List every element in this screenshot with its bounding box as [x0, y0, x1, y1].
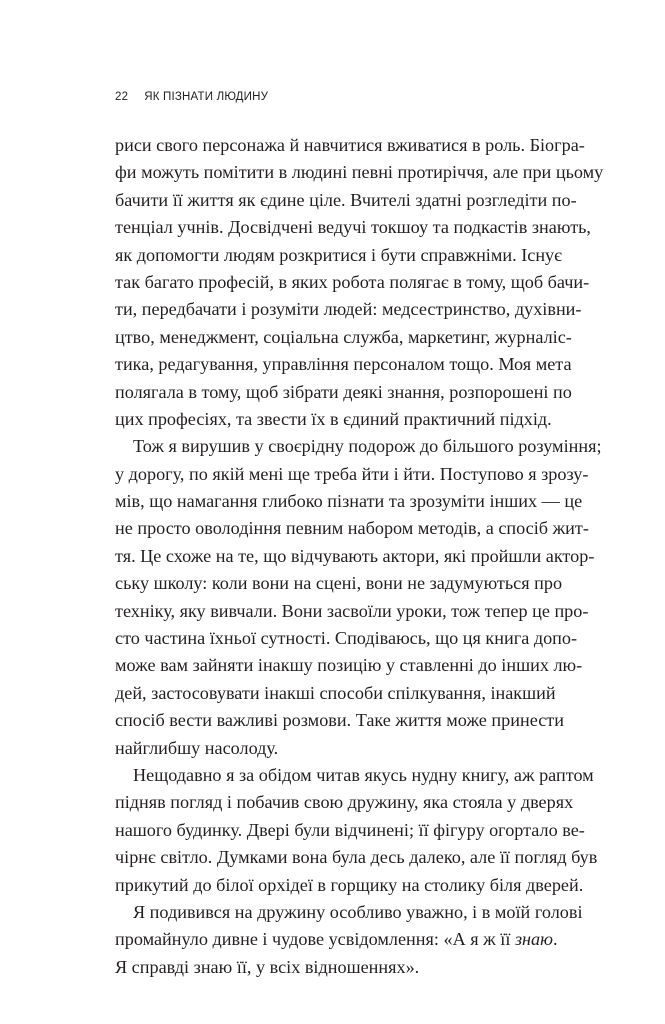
- paragraph: [115, 762, 598, 899]
- text-line: у дорогу, по якій мені ще треба йти і йти. Поступово я зрозу-: [115, 463, 589, 484]
- text-line: як допомогти людям розкритися і бути справжніми. Існує: [115, 244, 562, 265]
- text-line: чірнє світло. Думками вона була десь далеко, але її погляд був: [115, 847, 598, 868]
- text-line: прикутий до білої орхідеї в горщику на столику біля дверей.: [115, 874, 584, 895]
- text-line: цих професіях, та звести їх в єдиний практичний підхід.: [115, 408, 552, 429]
- text-line: полягала в тому, щоб зібрати деякі знання, розпорошені по: [115, 381, 572, 402]
- text-line: ську школу: коли вони на сцені, вони не задумуються про: [115, 573, 563, 594]
- emphasis-text: знаю: [514, 929, 553, 950]
- text-line: Тож я вирушив у своєрідну подорож до більшого розуміння;: [133, 436, 602, 457]
- text-line: тенціал учнів. Досвідчені ведучі токшоу та подкастів знають,: [115, 217, 591, 238]
- text-line: Я подивився на дружину особливо уважно, і в моїй голові: [133, 901, 583, 922]
- text-line: тя. Це схоже на те, що відчувають актори, які пройшли актор-: [115, 545, 595, 566]
- text-line: мів, що намагання глибоко пізнати та зрозуміти інших — це: [115, 491, 583, 512]
- running-title: ЯК ПІЗНАТИ ЛЮДИНУ: [144, 91, 269, 103]
- text-line: ти, передбачати і розуміти людей: медсестринство, духівни-: [115, 299, 582, 320]
- text-line: нашого будинку. Двері були відчинені; її фігуру огортало ве-: [115, 819, 585, 840]
- text-line: техніку, яку вивчали. Вони засвоїли уроки, тож тепер це про-: [115, 600, 589, 621]
- text-line: цтво, менеджмент, соціальна служба, маркетинг, журналіс-: [115, 326, 572, 347]
- text-line: [115, 926, 558, 953]
- text-line: тика, редагування, управління персоналом тощо. Моя мета: [115, 354, 572, 375]
- text-line: так багато професій, в яких робота полягає в тому, щоб бачи-: [115, 271, 590, 292]
- text-line: дей, застосовувати інакші способи спілкування, інакший: [115, 682, 556, 703]
- body-text: [115, 132, 604, 981]
- text-line: підняв погляд і побачив свою дружину, яка стояла у дверях: [115, 792, 574, 813]
- running-header: [115, 91, 268, 103]
- text-line: бачити її життя як єдине ціле. Вчителі здатні розгледіти по-: [115, 189, 577, 210]
- text-line: не просто оволодіння певним набором методів, а спосіб жит-: [115, 518, 589, 539]
- paragraph: [115, 433, 602, 762]
- text-segment: промайнуло дивне і чудове усвідомлення: «А я ж її: [115, 929, 515, 950]
- paragraph: [115, 899, 583, 981]
- paragraph: [115, 132, 604, 433]
- text-line: риси свого персонажа й навчитися вживатися в роль. Біогра-: [115, 135, 585, 155]
- text-line: Нещодавно я за обідом читав якусь нудну книгу, аж раптом: [133, 764, 594, 785]
- text-segment: .: [552, 929, 558, 950]
- text-line: спосіб вести важливі розмови. Таке життя може принести: [115, 710, 564, 731]
- text-line: Я справді знаю її, у всіх відношеннях».: [115, 956, 420, 977]
- text-line: сто частина їхньої сутності. Сподіваюсь, що ця книга допо-: [115, 628, 578, 649]
- text-line: фи можуть помітити в людині певні протиріччя, але при цьому: [115, 162, 604, 183]
- text-line: може вам зайняти інакшу позицію у ставленні до інших лю-: [115, 655, 583, 676]
- page-number: 22: [115, 91, 129, 103]
- text-line: найглибшу насолоду.: [115, 737, 279, 758]
